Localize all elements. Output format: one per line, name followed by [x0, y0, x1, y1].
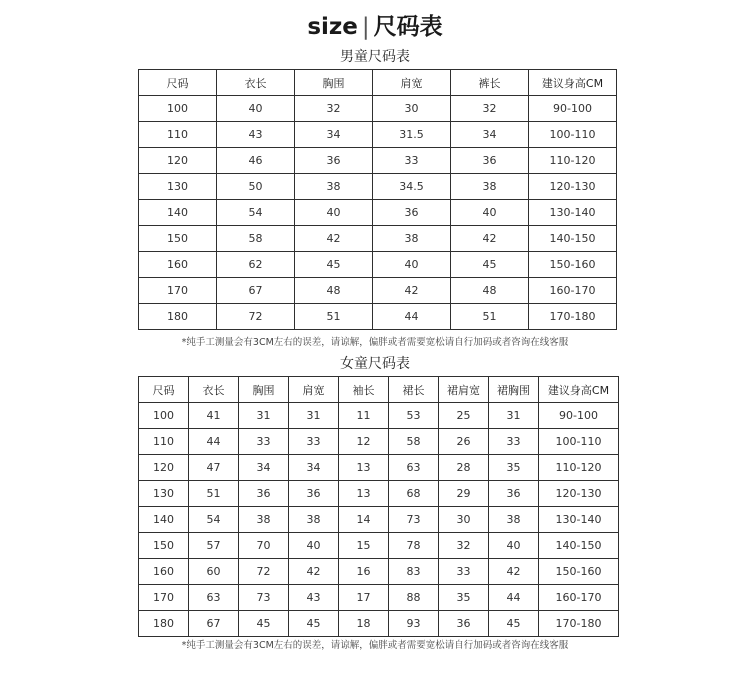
table-cell: 38 [239, 507, 289, 533]
table-cell: 34.5 [373, 174, 451, 200]
table-cell: 63 [389, 455, 439, 481]
table-cell: 46 [217, 148, 295, 174]
column-header: 裙肩宽 [439, 377, 489, 403]
table-cell: 110 [139, 122, 217, 148]
table-cell: 44 [489, 585, 539, 611]
boys-size-chart-title: 男童尺码表 [340, 49, 410, 65]
table-cell: 58 [389, 429, 439, 455]
boys-measurement-note: *纯手工测量会有3CM左右的误差，请谅解，偏胖或者需要宽松请自行加码或者咨询在线客服 [181, 337, 569, 348]
table-cell: 100 [139, 96, 217, 122]
table-cell: 35 [439, 585, 489, 611]
table-cell: 36 [451, 148, 529, 174]
table-cell: 90-100 [539, 403, 619, 429]
table-cell: 36 [289, 481, 339, 507]
table-cell: 28 [439, 455, 489, 481]
table-cell: 34 [295, 122, 373, 148]
table-cell: 72 [239, 559, 289, 585]
table-row [139, 559, 619, 585]
column-header: 尺码 [139, 70, 217, 96]
table-cell: 30 [439, 507, 489, 533]
table-cell: 140-150 [539, 533, 619, 559]
table-cell: 36 [239, 481, 289, 507]
table-cell: 58 [217, 226, 295, 252]
table-cell: 44 [189, 429, 239, 455]
table-cell: 140 [139, 507, 189, 533]
table-row [139, 252, 617, 278]
table-cell: 57 [189, 533, 239, 559]
column-header: 裙胸围 [489, 377, 539, 403]
table-cell: 31 [239, 403, 289, 429]
table-cell: 43 [289, 585, 339, 611]
table-cell: 160 [139, 559, 189, 585]
table-cell: 120 [139, 148, 217, 174]
table-cell: 33 [439, 559, 489, 585]
table-cell: 100 [139, 403, 189, 429]
table-cell: 160-170 [539, 585, 619, 611]
table-cell: 38 [489, 507, 539, 533]
table-cell: 120 [139, 455, 189, 481]
table-cell: 18 [339, 611, 389, 637]
table-cell: 130-140 [539, 507, 619, 533]
table-cell: 140-150 [529, 226, 617, 252]
table-cell: 50 [217, 174, 295, 200]
table-cell: 31 [489, 403, 539, 429]
table-cell: 32 [439, 533, 489, 559]
table-row [139, 174, 617, 200]
table-row [139, 304, 617, 330]
table-cell: 170-180 [529, 304, 617, 330]
table-cell: 33 [373, 148, 451, 174]
table-cell: 38 [373, 226, 451, 252]
table-cell: 130-140 [529, 200, 617, 226]
column-header: 衣长 [217, 70, 295, 96]
table-row [139, 611, 619, 637]
column-header: 裙长 [389, 377, 439, 403]
table-cell: 51 [189, 481, 239, 507]
table-cell: 170-180 [539, 611, 619, 637]
table-cell: 83 [389, 559, 439, 585]
girls-size-chart-title: 女童尺码表 [340, 356, 410, 372]
table-cell: 130 [139, 481, 189, 507]
table-row [139, 429, 619, 455]
table-cell: 30 [373, 96, 451, 122]
table-cell: 90-100 [529, 96, 617, 122]
table-row [139, 148, 617, 174]
table-cell: 36 [489, 481, 539, 507]
boys-size-table [138, 69, 617, 330]
table-cell: 13 [339, 455, 389, 481]
table-cell: 45 [289, 611, 339, 637]
column-header: 尺码 [139, 377, 189, 403]
column-header: 胸围 [239, 377, 289, 403]
table-cell: 44 [373, 304, 451, 330]
table-cell: 180 [139, 611, 189, 637]
table-cell: 11 [339, 403, 389, 429]
table-cell: 78 [389, 533, 439, 559]
table-cell: 34 [451, 122, 529, 148]
column-header: 肩宽 [289, 377, 339, 403]
boys-header-row [139, 70, 617, 96]
table-cell: 40 [489, 533, 539, 559]
table-cell: 32 [451, 96, 529, 122]
table-cell: 67 [217, 278, 295, 304]
table-row [139, 481, 619, 507]
table-cell: 34 [289, 455, 339, 481]
table-cell: 29 [439, 481, 489, 507]
table-cell: 33 [239, 429, 289, 455]
table-cell: 45 [295, 252, 373, 278]
table-cell: 53 [389, 403, 439, 429]
title-separator: | [361, 14, 370, 40]
table-cell: 16 [339, 559, 389, 585]
table-cell: 73 [239, 585, 289, 611]
column-header: 裤长 [451, 70, 529, 96]
table-cell: 160-170 [529, 278, 617, 304]
table-cell: 42 [373, 278, 451, 304]
table-row [139, 585, 619, 611]
table-cell: 38 [289, 507, 339, 533]
table-cell: 34 [239, 455, 289, 481]
table-cell: 38 [451, 174, 529, 200]
table-cell: 36 [373, 200, 451, 226]
page-title-cn: 尺码表 [373, 14, 443, 40]
table-cell: 36 [295, 148, 373, 174]
table-cell: 51 [295, 304, 373, 330]
table-cell: 110-120 [539, 455, 619, 481]
table-row [139, 455, 619, 481]
table-cell: 130 [139, 174, 217, 200]
table-cell: 17 [339, 585, 389, 611]
table-row [139, 122, 617, 148]
table-cell: 33 [289, 429, 339, 455]
table-cell: 110 [139, 429, 189, 455]
table-cell: 70 [239, 533, 289, 559]
table-cell: 48 [295, 278, 373, 304]
table-cell: 110-120 [529, 148, 617, 174]
column-header: 肩宽 [373, 70, 451, 96]
girls-measurement-note: *纯手工测量会有3CM左右的误差，请谅解，偏胖或者需要宽松请自行加码或者咨询在线客服 [181, 640, 569, 651]
table-cell: 40 [451, 200, 529, 226]
table-cell: 100-110 [539, 429, 619, 455]
table-cell: 12 [339, 429, 389, 455]
table-cell: 170 [139, 278, 217, 304]
table-cell: 40 [373, 252, 451, 278]
table-row [139, 96, 617, 122]
table-row [139, 278, 617, 304]
table-cell: 45 [239, 611, 289, 637]
table-cell: 14 [339, 507, 389, 533]
column-header: 建议身高CM [539, 377, 619, 403]
table-cell: 170 [139, 585, 189, 611]
table-cell: 67 [189, 611, 239, 637]
table-cell: 88 [389, 585, 439, 611]
table-cell: 41 [189, 403, 239, 429]
table-cell: 120-130 [539, 481, 619, 507]
table-cell: 47 [189, 455, 239, 481]
table-cell: 60 [189, 559, 239, 585]
table-cell: 93 [389, 611, 439, 637]
table-row [139, 507, 619, 533]
table-cell: 31.5 [373, 122, 451, 148]
table-cell: 42 [451, 226, 529, 252]
table-cell: 45 [451, 252, 529, 278]
table-cell: 40 [289, 533, 339, 559]
table-row [139, 533, 619, 559]
table-cell: 32 [295, 96, 373, 122]
column-header: 衣长 [189, 377, 239, 403]
table-cell: 25 [439, 403, 489, 429]
girls-header-row [139, 377, 619, 403]
table-cell: 62 [217, 252, 295, 278]
table-cell: 35 [489, 455, 539, 481]
table-cell: 160 [139, 252, 217, 278]
table-cell: 42 [489, 559, 539, 585]
table-cell: 48 [451, 278, 529, 304]
table-cell: 36 [439, 611, 489, 637]
table-cell: 51 [451, 304, 529, 330]
table-cell: 40 [295, 200, 373, 226]
table-cell: 42 [289, 559, 339, 585]
table-cell: 31 [289, 403, 339, 429]
page-title [0, 10, 750, 44]
table-cell: 150 [139, 226, 217, 252]
table-cell: 63 [189, 585, 239, 611]
page-title-en: size [307, 14, 358, 40]
table-cell: 140 [139, 200, 217, 226]
table-cell: 54 [217, 200, 295, 226]
table-cell: 150 [139, 533, 189, 559]
column-header: 建议身高CM [529, 70, 617, 96]
table-cell: 15 [339, 533, 389, 559]
table-cell: 120-130 [529, 174, 617, 200]
column-header: 胸围 [295, 70, 373, 96]
table-cell: 180 [139, 304, 217, 330]
table-cell: 72 [217, 304, 295, 330]
table-cell: 43 [217, 122, 295, 148]
table-cell: 54 [189, 507, 239, 533]
table-cell: 38 [295, 174, 373, 200]
table-cell: 100-110 [529, 122, 617, 148]
table-cell: 40 [217, 96, 295, 122]
table-cell: 150-160 [529, 252, 617, 278]
column-header: 袖长 [339, 377, 389, 403]
table-cell: 150-160 [539, 559, 619, 585]
table-cell: 45 [489, 611, 539, 637]
girls-size-table [138, 376, 619, 637]
table-cell: 73 [389, 507, 439, 533]
table-cell: 33 [489, 429, 539, 455]
table-cell: 26 [439, 429, 489, 455]
table-row [139, 200, 617, 226]
table-cell: 13 [339, 481, 389, 507]
table-row [139, 226, 617, 252]
table-cell: 42 [295, 226, 373, 252]
table-row [139, 403, 619, 429]
table-cell: 68 [389, 481, 439, 507]
